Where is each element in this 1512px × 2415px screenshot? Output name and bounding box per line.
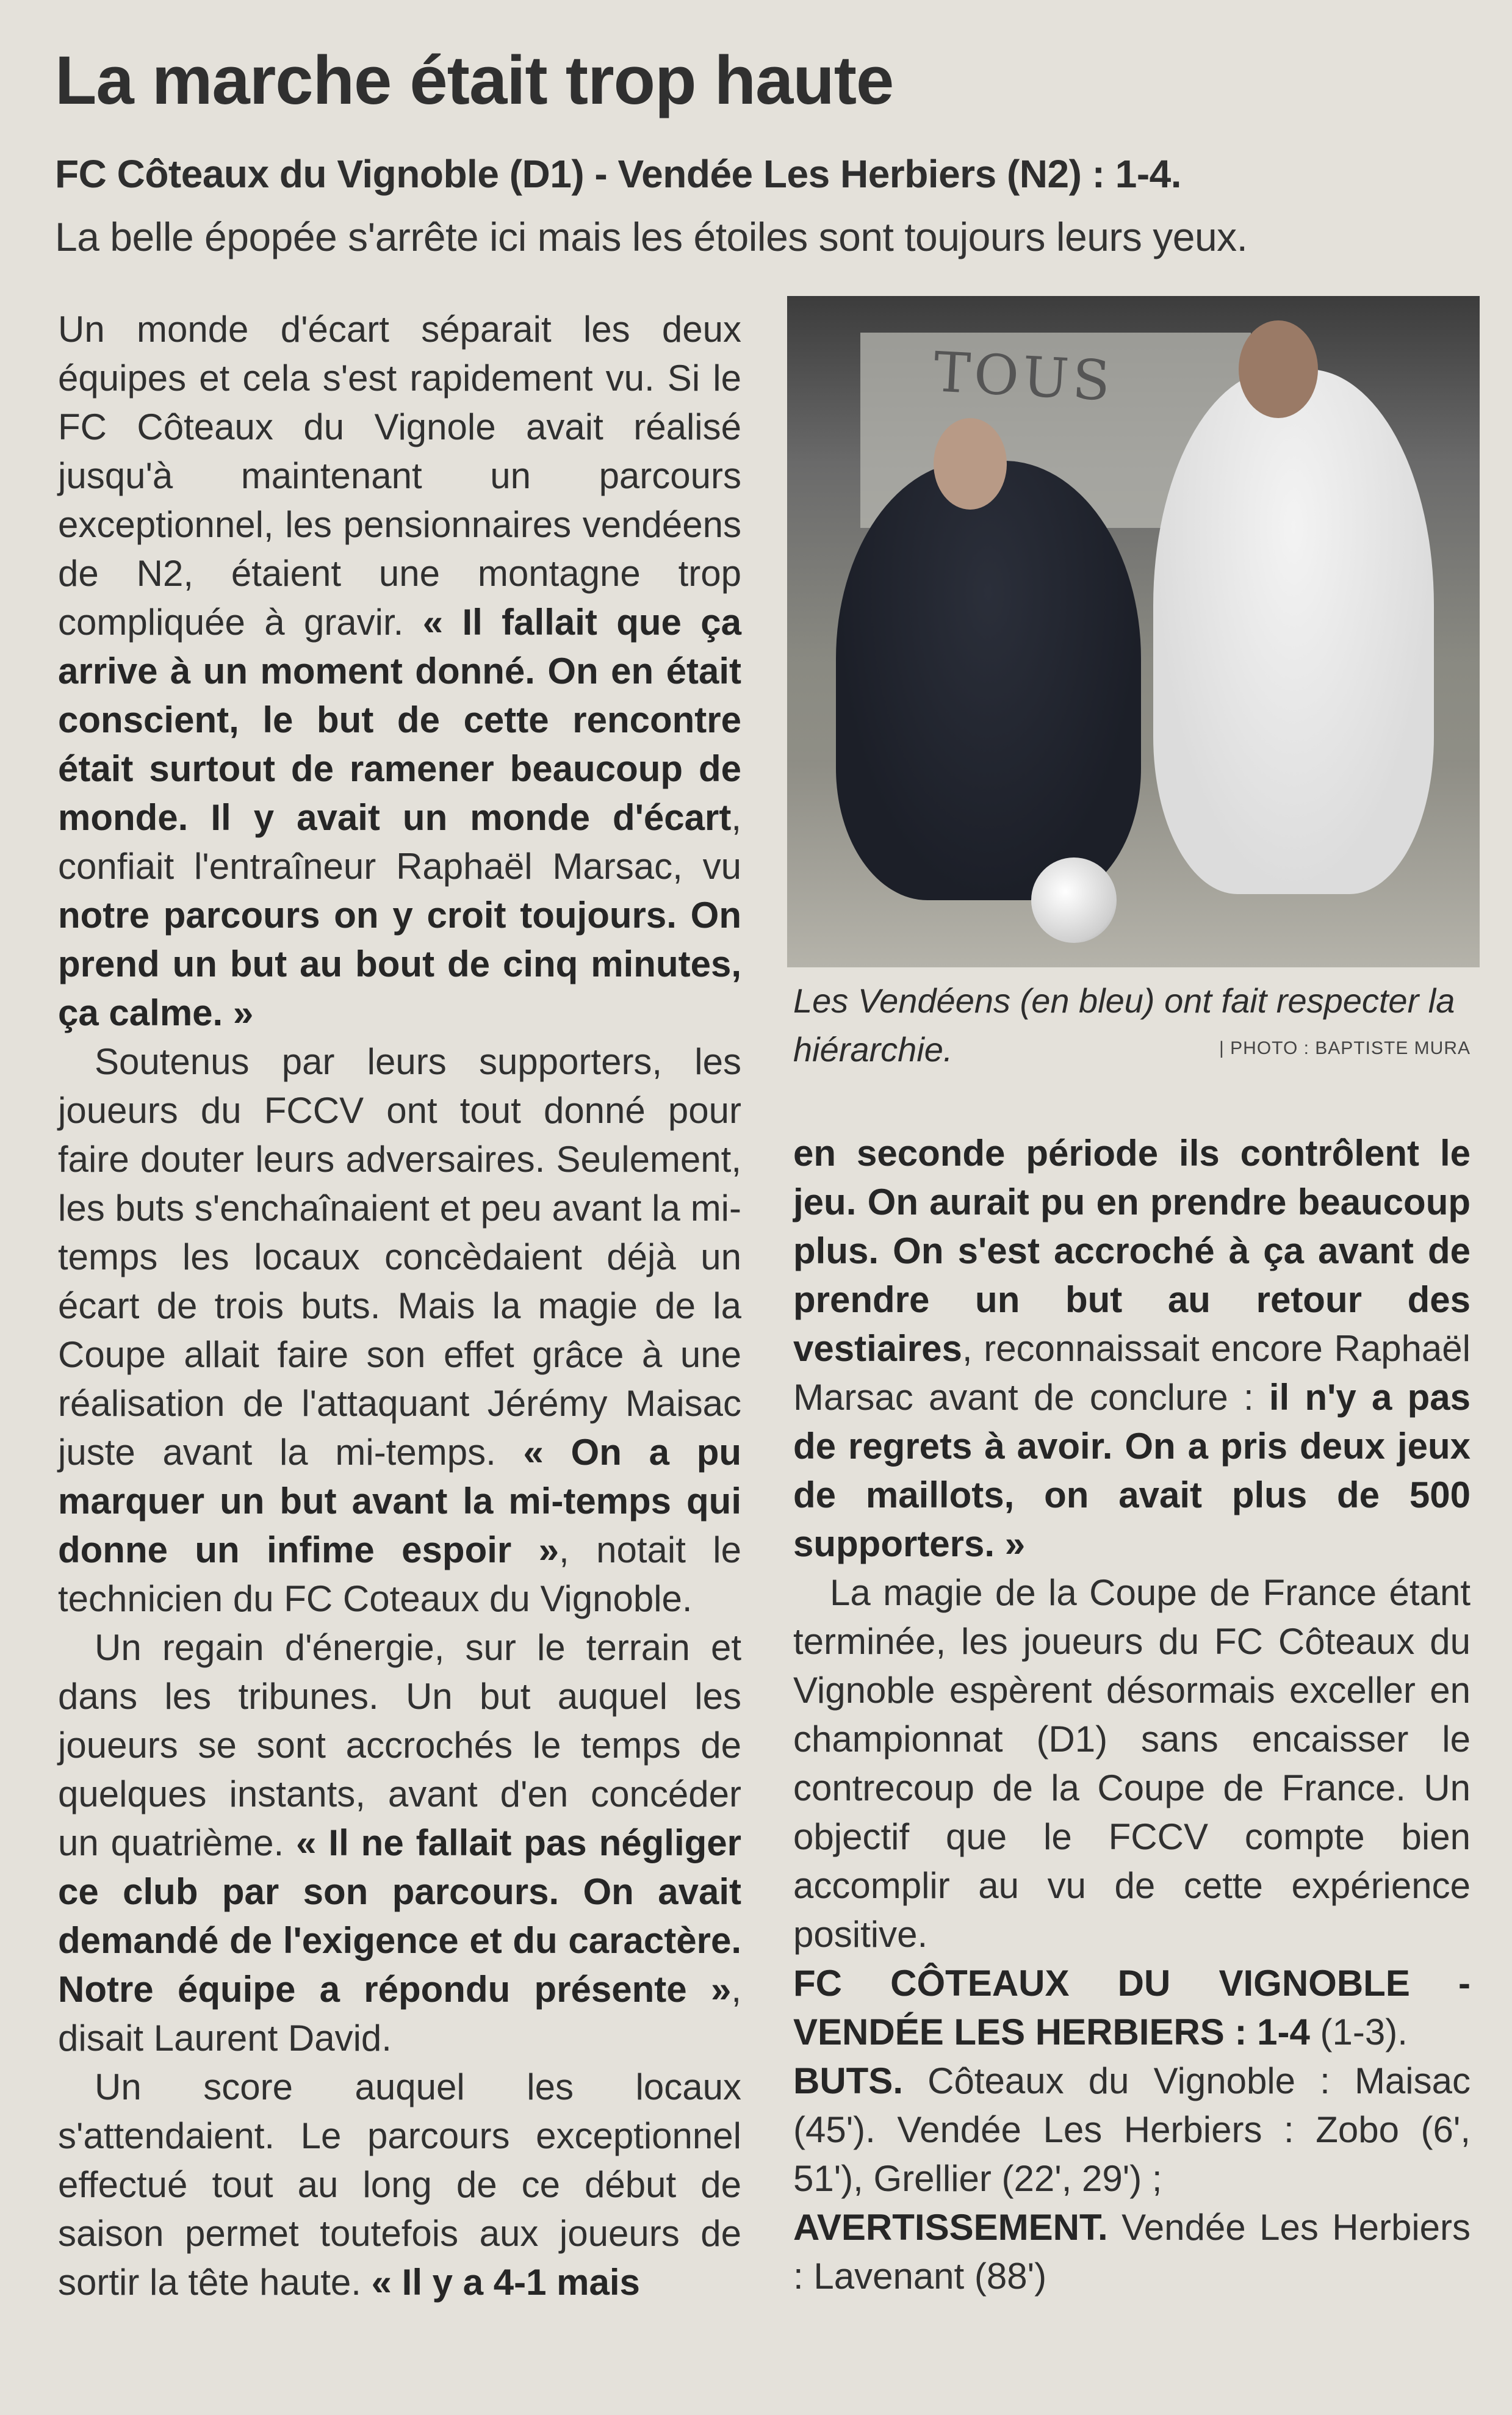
half-time-score: (1-3).	[1309, 2012, 1408, 2052]
banner-text: TOUS	[932, 340, 1115, 414]
football	[1031, 857, 1117, 943]
quote: en seconde période ils contrôlent le jeu. On aurait pu en prendre beaucoup plus. On s'est accroché à ça avant de prendre un but au retour des vestiaires	[793, 1133, 1471, 1369]
quote: « Il y a 4-1 mais	[371, 2262, 640, 2303]
photo-credit: | PHOTO : BAPTISTE MURA	[1219, 1038, 1471, 1058]
goals-label: BUTS.	[793, 2060, 903, 2101]
paragraph-4: Un score auquel les locaux s'attendaient. Le parcours exceptionnel effectué tout au long de ce début de saison permet toutefois aux joueurs de sortir la tête haute. « Il y a 4-1 mais	[58, 2067, 741, 2303]
match-result-box	[793, 1959, 1471, 2301]
deck-line: La belle épopée s'arrête ici mais les étoiles sont toujours leurs yeux.	[55, 214, 1248, 259]
column-right	[793, 1129, 1471, 2301]
paragraph-1: Un monde d'écart séparait les deux équipes et cela s'est rapidement vu. Si le FC Côteaux du Vignole avait réalisé jusqu'à maintenant un parcours exceptionnel, les pensionnaires vendéens de N2, étaient une montagne trop compliquée à gravir. « Il fallait que ça arrive à un moment donné. On en était conscient, le but de cette rencontre était surtout de ramener beaucoup de monde. Il y avait un monde d'écart, confiait l'entraîneur Raphaël Marsac, vu notre parcours on y croit toujours. On prend un but au bout de cinq minutes, ça calme. »	[58, 309, 742, 1033]
quote: notre parcours on y croit toujours. On prend un but au bout de cinq minutes, ça calme. »	[58, 895, 741, 1033]
warning-label: AVERTISSEMENT.	[793, 2207, 1108, 2248]
warning-text: Vendée Les Herbiers : Lavenant (88')	[793, 2207, 1471, 2297]
goals-text: Côteaux du Vignoble : Maisac (45'). Vendée Les Herbiers : Zobo (6', 51'), Grellier (22', 29') ;	[793, 2060, 1471, 2199]
match-photo	[787, 296, 1480, 967]
player-blue-jersey	[836, 461, 1141, 900]
result-title: FC CÔTEAUX DU VIGNOBLE - VENDÉE LES HERBIERS : 1-4	[793, 1963, 1471, 2052]
quote: « On a pu marquer un but avant la mi-temps qui donne un infime espoir »	[58, 1432, 741, 1570]
quote: il n'y a pas de regrets à avoir. On a pris deux jeux de maillots, on avait plus de 500 supporters. »	[793, 1377, 1471, 1564]
paragraph-5: en seconde période ils contrôlent le jeu. On aurait pu en prendre beaucoup plus. On s'est accroché à ça avant de prendre un but au retour des vestiaires, reconnaissait encore Raphaël Marsac avant de conclure : il n'y a pas de regrets à avoir. On a pris deux jeux de maillots, on avait plus de 500 supporters. »	[793, 1133, 1471, 1564]
paragraph-6: La magie de la Coupe de France étant terminée, les joueurs du FC Côteaux du Vignoble espèrent désormais exceller en championnat (D1) sans encaisser le contrecoup de la Coupe de France. Un objectif que le FCCV compte bien accomplir au vu de cette expérience positive.	[793, 1572, 1471, 1955]
caption-text: Les Vendéens (en bleu) ont fait respecter la hiérarchie.	[793, 981, 1455, 1069]
player-white-jersey	[1153, 369, 1434, 894]
headline: La marche était trop haute	[55, 42, 894, 118]
quote: « Il ne fallait pas négliger ce club par son parcours. On avait demandé de l'exigence et du caractère. Notre équipe a répondu présente »	[58, 1822, 741, 2010]
quote: « Il fallait que ça arrive à un moment donné. On en était conscient, le but de cette rencontre était surtout de ramener beaucoup de monde. Il y avait un monde d'écart	[58, 602, 742, 838]
paragraph-2: Soutenus par leurs supporters, les joueurs du FCCV ont tout donné pour faire douter leurs adversaires. Seulement, les buts s'enchaînaient et peu avant la mi-temps les locaux concèdaient déjà un écart de trois buts. Mais la magie de la Coupe allait faire son effet grâce à une réalisation de l'attaquant Jérémy Maisac juste avant la mi-temps. « On a pu marquer un but avant la mi-temps qui donne un infime espoir », notait le technicien du FC Coteaux du Vignoble.	[58, 1041, 741, 1619]
match-subheadline: FC Côteaux du Vignoble (D1) - Vendée Les Herbiers (N2) : 1-4.	[55, 152, 1182, 196]
paragraph-3: Un regain d'énergie, sur le terrain et dans les tribunes. Un but auquel les joueurs se sont accrochés le temps de quelques instants, avant d'en concéder un quatrième. « Il ne fallait pas négliger ce club par son parcours. On avait demandé de l'exigence et du caractère. Notre équipe a répondu présente », disait Laurent David.	[58, 1627, 741, 2059]
column-left	[58, 305, 741, 2307]
photo-caption	[793, 976, 1477, 1074]
player-white-head	[1239, 320, 1318, 418]
player-blue-head	[934, 418, 1007, 510]
